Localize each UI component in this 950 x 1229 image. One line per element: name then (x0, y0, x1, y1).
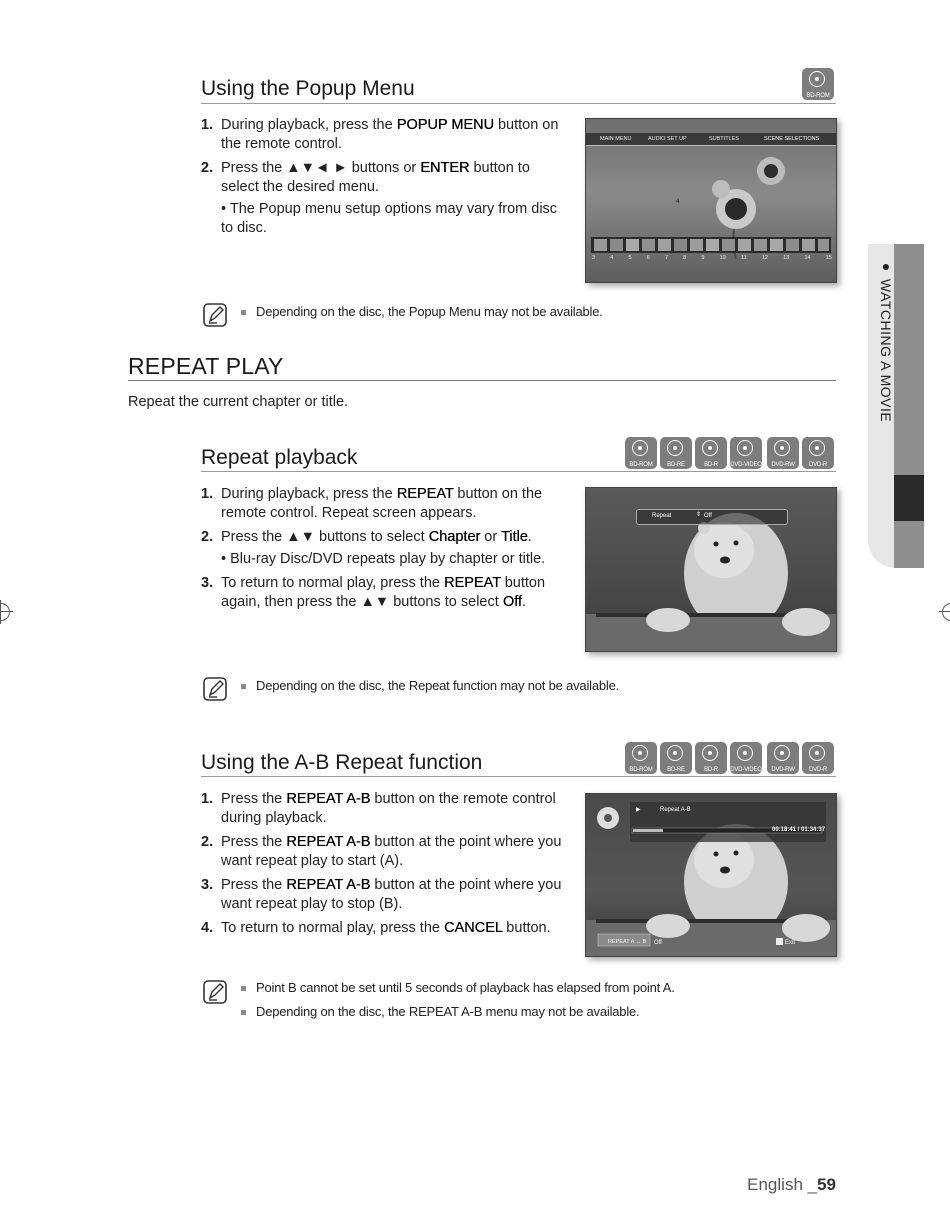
bd-re-disc-icon: BD-RE (660, 742, 692, 774)
ab-note-2: Depending on the disc, the REPEAT A-B menu may not be available. (241, 1004, 639, 1019)
note-icon (203, 303, 227, 327)
repeat-playback-rule (201, 471, 836, 472)
repeat-step-3: 3. To return to normal play, press the REPEAT button again, then press the ▲▼ buttons to select Off. (201, 575, 546, 610)
popup-note: Depending on the disc, the Popup Menu may not be available. (241, 304, 603, 319)
bd-r-disc-icon: BD-R (695, 437, 727, 469)
dvd-rw-disc-icon: DVD-RW (767, 437, 799, 469)
bd-rom-disc-icon: BD-ROM (625, 742, 657, 774)
popup-scene-numbers: 3 4 5 6 7 8 9 10 11 12 13 14 15 (592, 255, 832, 261)
repeat-step-1: 1. During playback, press the REPEAT button on the remote control. Repeat screen appears. (201, 486, 543, 521)
dvd-video-disc-icon: DVD-VIDEO (730, 742, 762, 774)
ab-repeat-title: Using the A-B Repeat function (201, 751, 483, 774)
popup-section-title: Using the Popup Menu (201, 77, 415, 100)
popup-title-rule (201, 103, 836, 104)
ab-osd-state: Off (654, 940, 662, 946)
repeat-play-heading: REPEAT PLAY (128, 353, 284, 379)
repeat-screenshot (585, 487, 837, 652)
repeat-playback-title: Repeat playback (201, 446, 358, 469)
ab-osd-title: Repeat A-B (660, 807, 691, 813)
repeat-osd-arrows: ⇕ (696, 512, 702, 518)
ab-osd-button: REPEAT A ↔ B (608, 939, 647, 945)
dvd-r-disc-icon: DVD-R (802, 742, 834, 774)
ab-repeat-rule (201, 776, 836, 777)
note-icon (203, 677, 227, 701)
repeat-play-description: Repeat the current chapter or title. (128, 394, 349, 410)
popup-menu-item-main: MAIN MENU (600, 136, 632, 142)
registration-mark-left (0, 603, 10, 621)
popup-step-2: 2. Press the ▲▼◄ ► buttons or ENTER button to select the desired menu. (201, 160, 530, 195)
polar-bear-graphic (586, 794, 836, 956)
repeat-play-rule (128, 380, 836, 381)
dvd-rw-disc-icon: DVD-RW (767, 742, 799, 774)
repeat-osd-value: Off (704, 513, 712, 519)
dvd-video-disc-icon: DVD-VIDEO (730, 437, 762, 469)
side-tab-bullet: ● (878, 258, 894, 279)
bd-rom-disc-icon: BD-ROM (802, 68, 834, 100)
popup-menu-item-audio: AUDIO SET UP (648, 136, 687, 142)
side-tab-marker (894, 475, 924, 521)
popup-step-1: 1. During playback, press the POPUP MENU button on the remote control. (201, 117, 559, 152)
popup-menu-screenshot (585, 118, 837, 283)
ab-repeat-screenshot (585, 793, 837, 957)
ab-step-2: 2. Press the REPEAT A-B button at the point where you want repeat play to start (A). (201, 834, 562, 869)
repeat-note: Depending on the disc, the Repeat function may not be available. (241, 678, 619, 693)
page-number: English _59 (747, 1175, 836, 1194)
popup-bullet: • The Popup menu setup options may vary from disc to disc. (221, 201, 558, 236)
popup-menu-item-subtitles: SUBTITLES (709, 136, 739, 142)
ab-step-4: 4. To return to normal play, press the CANCEL button. (201, 920, 551, 936)
popup-menu-item-scenes: SCENE SELECTIONS (764, 136, 820, 142)
side-tab-label (870, 258, 894, 438)
ab-note-1: Point B cannot be set until 5 seconds of playback has elapsed from point A. (241, 980, 675, 995)
ab-osd-play-icon: ▶ (636, 807, 641, 813)
bd-re-disc-icon: BD-RE (660, 437, 692, 469)
ab-osd-exit: Exit (785, 940, 796, 946)
dvd-r-disc-icon: DVD-R (802, 437, 834, 469)
registration-mark-right (942, 603, 950, 621)
repeat-bullet: • Blu-ray Disc/DVD repeats play by chapter or title. (221, 551, 546, 567)
popup-screen-marker: 4 (676, 199, 680, 205)
ab-osd-time: 00:18:41 / 01:34:37 (772, 827, 826, 833)
repeat-osd-label: Repeat (652, 513, 672, 519)
repeat-step-2: 2. Press the ▲▼ buttons to select Chapter or Title. (201, 529, 532, 545)
note-icon (203, 980, 227, 1004)
bd-r-disc-icon: BD-R (695, 742, 727, 774)
ab-step-1: 1. Press the REPEAT A-B button on the remote control during playback. (201, 791, 556, 826)
bd-rom-disc-icon: BD-ROM (625, 437, 657, 469)
side-tab-text: WATCHING A MOVIE (878, 278, 894, 423)
ab-step-3: 3. Press the REPEAT A-B button at the point where you want repeat play to stop (B). (201, 877, 562, 912)
